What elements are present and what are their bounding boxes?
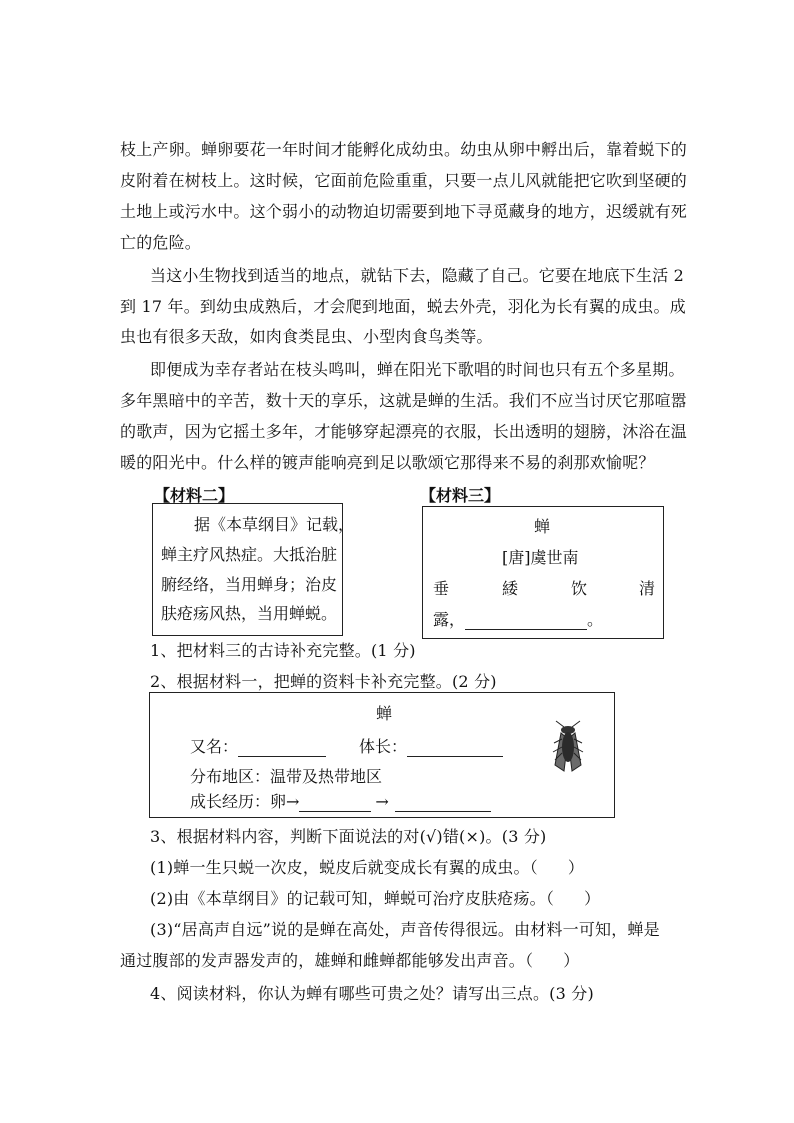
material2-line: 据《本草纲目》记载， <box>194 515 355 534</box>
passage-line: 当这小生物找到适当的地点，就钻下去，隐藏了自己。它要在地底下生活 2 <box>150 266 685 285</box>
material2-label: 【材料二】 <box>154 486 235 505</box>
poem-char: 清 <box>639 579 656 598</box>
material2-line: 蝉主疗风热症。大抵治脏 <box>161 545 338 564</box>
card-alias-label: 又名： <box>190 737 239 756</box>
q3-item-1-text: (1)蝉一生只蜕一次皮，蜕皮后就变成长有翼的成虫。（ <box>150 858 538 877</box>
cicada-icon <box>546 719 590 773</box>
q3-item-1 <box>150 858 584 878</box>
info-card <box>149 692 615 818</box>
growth-arrow: → <box>375 792 389 811</box>
passage-line: 亡的危险。 <box>120 233 202 252</box>
poem-char: 饮 <box>571 579 588 598</box>
passage-line: 到 17 年。到幼虫成熟后，才会爬到地面，蜕去外壳，羽化为长有翼的成虫。成 <box>120 297 686 316</box>
card-region: 分布地区：温带及热带地区 <box>190 767 383 786</box>
growth-blank-2[interactable] <box>395 795 491 812</box>
card-length-label: 体长： <box>359 737 408 756</box>
q3-item-3-text: 通过腹部的发声器发声的，雄蝉和雌蝉都能够发出声音。（ <box>120 951 534 970</box>
poem-char: 垂 <box>433 579 450 598</box>
card-growth-row <box>190 792 491 812</box>
q3-item-2 <box>150 889 600 909</box>
question-4: 4、阅读材料，你认为蝉有哪些可贵之处？请写出三点。(3 分) <box>150 984 594 1003</box>
alias-blank[interactable] <box>238 740 326 757</box>
q3-item-2-close: ） <box>584 889 601 908</box>
passage-line: 土地上或污水中。这个弱小的动物迫切需要到地下寻觅藏身的地方，迟缓就有死 <box>120 202 688 221</box>
material2-box <box>152 503 355 636</box>
q3-item-1-close: ） <box>567 858 585 877</box>
q3-item-3-close: ） <box>563 951 580 970</box>
passage-line: 的歌声，因为它摇土多年，才能够穿起漂亮的衣服，长出透明的翅膀，沐浴在温 <box>120 422 688 441</box>
passage-line: 虫也有很多天敌，如肉食类昆虫、小型肉食鸟类等。 <box>120 327 493 346</box>
card-length-row <box>359 737 503 757</box>
material3-box <box>422 506 664 639</box>
passage-line: 即便成为幸存者站在枝头鸣叫，蝉在阳光下歌唱的时间也只有五个多星期。 <box>150 360 685 379</box>
passage-line: 枝上产卵。蝉卵要花一年时间才能孵化成幼虫。幼虫从卵中孵出后，靠着蜕下的 <box>120 140 688 159</box>
card-title: 蝉 <box>376 704 393 723</box>
poem-line2 <box>433 610 603 630</box>
q3-item-2-text: (2)由《本草纲目》的记载可知，蝉蜕可治疗皮肤疮疡。（ <box>150 889 555 908</box>
passage-line: 暖的阳光中。什么样的镀声能响亮到足以歌颂它那得来不易的刹那欢愉呢？ <box>120 453 655 472</box>
poem-blank[interactable] <box>465 613 587 630</box>
question-3: 3、根据材料内容，判断下面说法的对(√)错(×)。(3 分) <box>150 827 547 846</box>
poem-char: 緌 <box>502 579 519 598</box>
passage-line: 皮附着在树枝上。这时候，它面前危险重重，只要一点儿风就能把它吹到坚硬的 <box>120 171 688 190</box>
poem-line2-text: 露， <box>433 610 466 629</box>
length-blank[interactable] <box>407 740 503 757</box>
poem-end: 。 <box>587 610 604 629</box>
material2-line: 肤疮疡风热，当用蝉蜕。 <box>161 604 338 623</box>
card-alias-row <box>190 737 326 757</box>
growth-blank-1[interactable] <box>299 795 371 812</box>
question-2: 2、根据材料一，把蝉的资料卡补充完整。(2 分) <box>150 672 497 691</box>
poem-title: 蝉 <box>534 517 551 536</box>
passage-line: 多年黑暗中的辛苦，数十天的享乐，这就是蝉的生活。我们不应当讨厌它那喧嚣 <box>120 391 688 410</box>
question-1: 1、把材料三的古诗补充完整。(1 分) <box>150 641 416 660</box>
q3-item-3-line1: (3)“居高声自远”说的是蝉在高处，声音传得很远。由材料一可知，蝉是 <box>150 920 660 939</box>
material2-line: 腑经络，当用蝉身；治皮 <box>161 575 338 594</box>
q3-item-3-line2 <box>120 951 579 971</box>
poem-author: [唐]虞世南 <box>502 548 579 567</box>
material3-label: 【材料三】 <box>420 486 501 505</box>
card-growth-label: 成长经历：卵→ <box>190 792 300 811</box>
